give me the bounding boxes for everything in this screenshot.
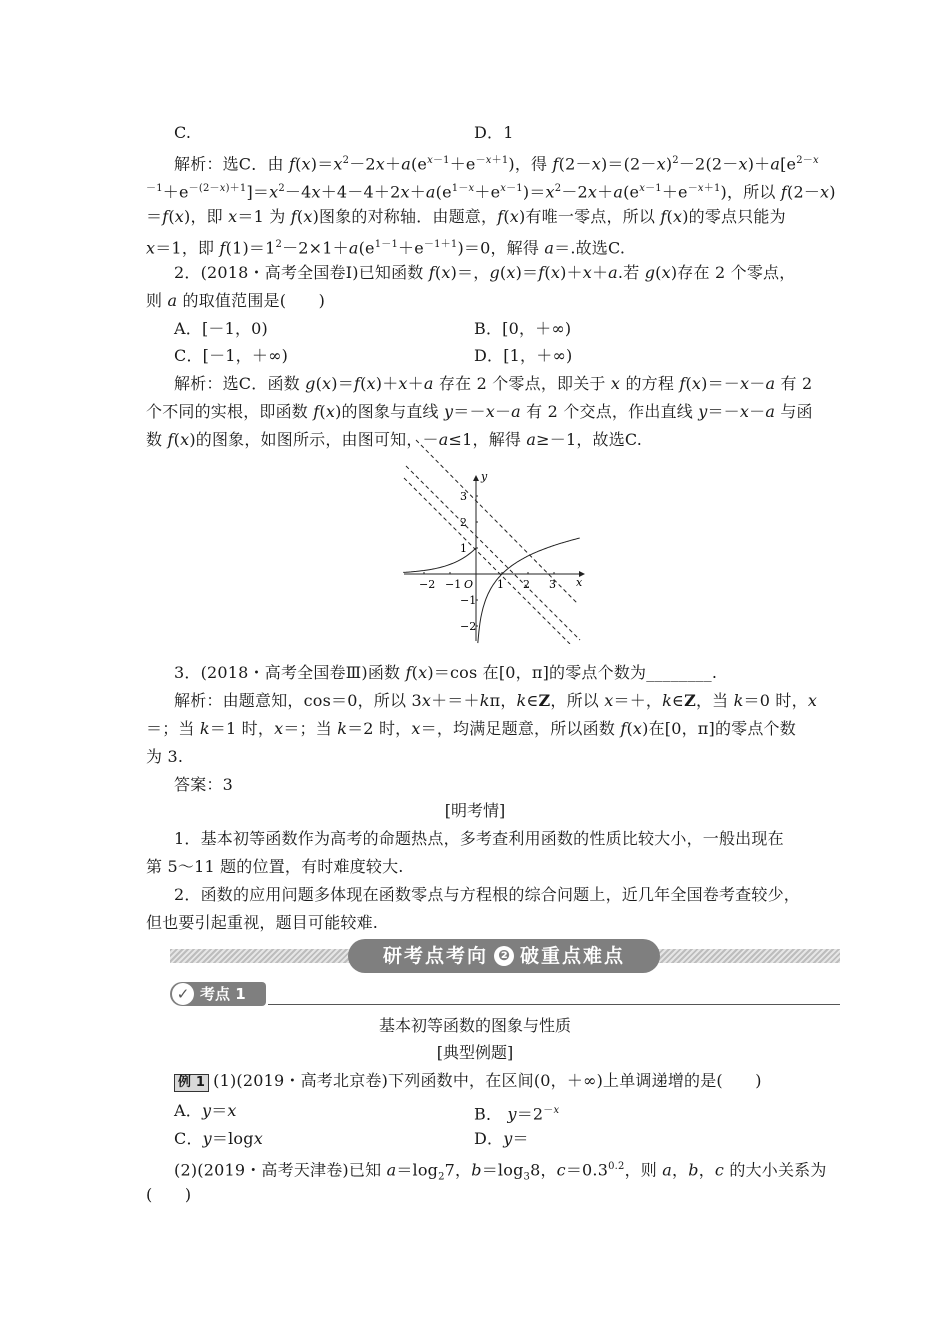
text-line: 2．(2018・高考全国卷Ⅰ)已知函数 f(x)＝，g(x)＝f(x)＋x＋a.若 g(x)存在 2 个零点， (174, 263, 796, 282)
text-line: D．1 (474, 123, 514, 142)
y-axis-label: y (481, 470, 488, 483)
kaodian-rule (268, 1004, 840, 1005)
centered-heading: 基本初等函数的图象与性质 (378, 1016, 571, 1035)
function-graph (398, 436, 594, 644)
text-line: 2．函数的应用问题多体现在函数零点与方程根的综合问题上，近几年全国卷考查较少， (174, 885, 800, 904)
text-line: 答案：3 (174, 775, 233, 794)
banner-title (348, 939, 660, 973)
centered-heading: [明考情] (444, 801, 506, 820)
text-line: C. (174, 123, 192, 142)
text-line: (2)(2019・高考天津卷)已知 $a=\log_27$，$b=\log_38$，$c=0.3^{0.2}$，则 a，b，c 的大小关系为 (174, 1160, 827, 1183)
text-line: 3．(2018・高考全国卷Ⅲ)函数 f(x)＝cos 在[0，π]的零点个数为________. (174, 663, 718, 682)
banner-right: 破重点难点 (520, 945, 626, 967)
text-line: B．[0，＋∞) (474, 319, 572, 338)
text-line: A．y＝x (174, 1101, 237, 1120)
text-line: ( ) (146, 1185, 192, 1204)
kaodian-header (170, 982, 840, 1008)
y-tick-label: −2 (460, 620, 477, 633)
dashed-line-1 (404, 478, 570, 644)
kaodian-tag (170, 982, 266, 1006)
text-line: 解析：选C．函数 g(x)＝f(x)＋x＋a 存在 2 个零点，即关于 x 的方程 f(x)＝－x－a 有 2 (174, 374, 813, 393)
dashed-line-2 (406, 466, 580, 640)
y-tick-label: −1 (460, 594, 477, 607)
text-line: 解析：由题意知，cos＝0，所以 3x＋＝＋kπ，k∈Z，所以 x＝＋，k∈Z，当 k＝0 时，x (174, 691, 818, 710)
banner-left: 研考点考向 (382, 945, 488, 967)
banner-number-icon: ❷ (494, 946, 514, 966)
text-line: 个不同的实根，即函数 f(x)的图象与直线 y＝－x－a 有 2 个交点，作出直线 y＝－x－a 与函 (146, 402, 813, 421)
origin-label: O (464, 578, 474, 591)
text-line: D．y＝ (474, 1129, 529, 1148)
centered-heading: [典型例题] (436, 1043, 514, 1062)
text-line: C．[－1，＋∞) (174, 346, 289, 365)
x-axis-label: x (576, 576, 583, 589)
text-line: $^{-1}+e^{-(2-x)+1}]=x^2-4x+4-4+2x+a(e^{1-x}+e^{x-1})=x^2-2x+a(e^{x-1}+e^{-x+1})$，所以 f(2－x) (146, 182, 836, 202)
x-tick-label: 3 (549, 578, 556, 591)
text-line: 例 1 (1)(2019・高考北京卷)下列函数中，在区间(0，＋∞)上单调递增的是( ) (174, 1071, 762, 1092)
text-line: D．[1，＋∞) (474, 346, 573, 365)
y-tick-label: 3 (460, 490, 467, 503)
check-icon: ✓ (172, 983, 194, 1005)
text-line: ＝f(x)，即 x＝1 为 f(x)图象的对称轴．由题意，f(x)有唯一零点，所以 f(x)的零点只能为 (146, 207, 786, 226)
text-line: 解析：选C．由 $f(x)=x^2-2x+a(e^{x-1}+e^{-x+1})$，得 $f(2-x)=(2-x)^2-2(2-x)+a[e^{2-x}$ (174, 154, 819, 174)
text-line: ＝；当 k＝1 时，x＝；当 k＝2 时，x＝，均满足题意，所以函数 f(x)在[0，π]的零点个数 (146, 719, 796, 738)
text-line: x＝1，即 $f(1)=1^2-2\times 1+a(e^{1-1}+e^{-1+1})=0$，解得 a＝.故选C. (146, 238, 626, 258)
x-tick-label: −1 (445, 578, 462, 591)
text-line: 数 f(x)的图象，如图所示，由图可知，－a≤1，解得 a≥－1，故选C. (146, 430, 643, 449)
text-line: 则 a 的取值范围是( ) (146, 291, 326, 310)
text-line: A．[－1，0) (174, 319, 268, 338)
text-line: B． $y=2^{-x}$ (474, 1104, 560, 1124)
text-line: 为 3. (146, 747, 184, 766)
x-tick-label: 2 (523, 578, 530, 591)
text-line: C．y＝logx (174, 1129, 263, 1148)
x-tick-label: 1 (497, 578, 504, 591)
text-line: 但也要引起重视，题目可能较难. (146, 913, 379, 932)
text-line: 第 5～11 题的位置，有时难度较大. (146, 857, 404, 876)
y-tick-label: 1 (460, 542, 467, 555)
text-line: 1．基本初等函数作为高考的命题热点，多考查利用函数的性质比较大小，一般出现在 (174, 829, 784, 848)
section-banner (170, 939, 840, 973)
x-tick-label: −2 (419, 578, 436, 591)
y-tick-label: 2 (460, 516, 467, 529)
kaodian-label: 考点 1 (200, 985, 246, 1003)
